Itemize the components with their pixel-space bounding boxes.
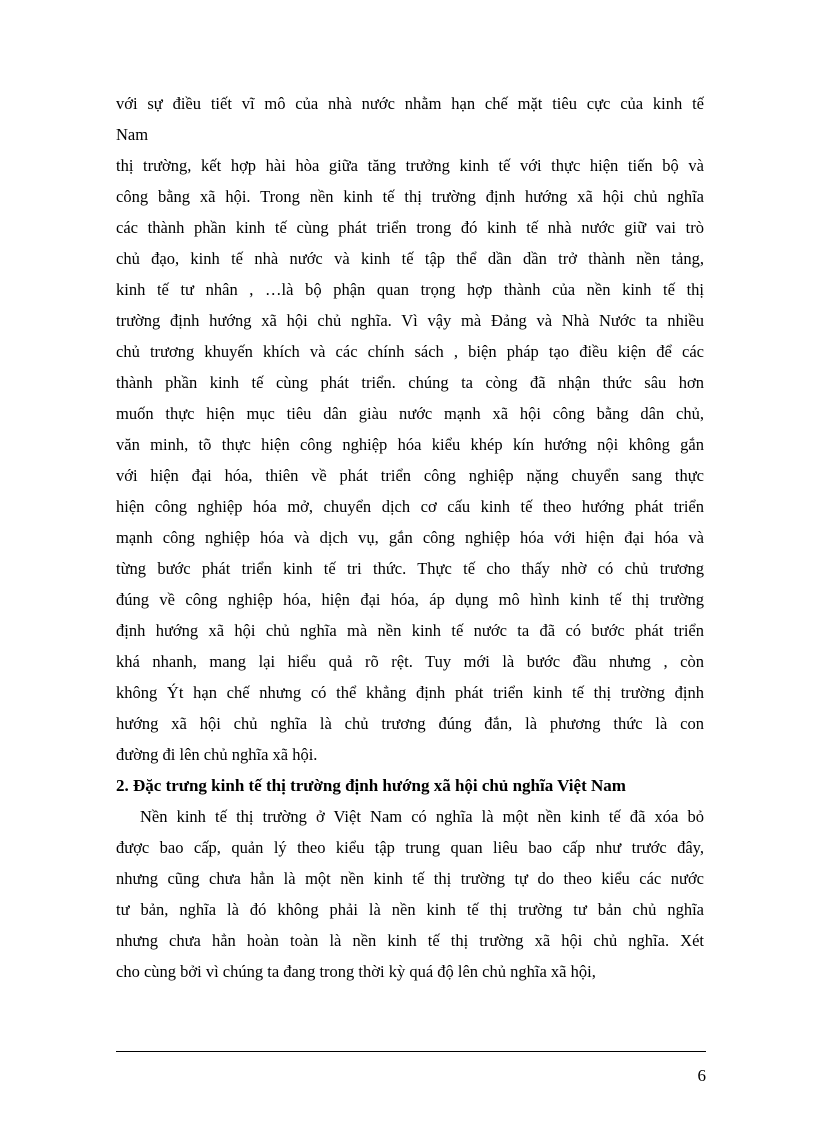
text-line: chủ đạo, kinh tế nhà nước và kinh tế tập thể dần dần trở thành nền tảng, bbox=[116, 249, 704, 268]
text-line: khá nhanh, mang lại hiểu quả rõ rệt. Tuy mới là bước đầu nhưng , còn bbox=[116, 652, 704, 671]
text-line: nhưng chưa hẳn hoàn toàn là nền kinh tế thị trường xã hội chủ nghĩa. Xét bbox=[116, 931, 704, 950]
text-line: Nam bbox=[116, 125, 149, 144]
text-line: thị trường, kết hợp hài hòa giữa tăng trưởng kinh tế với thực hiện tiến bộ và bbox=[116, 156, 704, 175]
text-line: kinh tế tư nhân , …là bộ phận quan trọng hợp thành của nền kinh tế thị bbox=[116, 280, 704, 299]
text-line: các thành phần kinh tế cùng phát triển trong đó kinh tế nhà nước giữ vai trò bbox=[116, 218, 704, 237]
text-line: chủ trương khuyến khích và các chính sách , biện pháp tạo điều kiện để các bbox=[116, 342, 704, 361]
text-line: hướng xã hội chủ nghĩa là chủ trương đúng đắn, là phương thức là con bbox=[116, 714, 704, 733]
text-line: mạnh công nghiệp hóa và dịch vụ, gắn công nghiệp hóa với hiện đại hóa và bbox=[116, 528, 704, 547]
text-line: hiện công nghiệp hóa mở, chuyển dịch cơ cấu kinh tế theo hướng phát triển bbox=[116, 497, 704, 516]
text-line: nhưng cũng chưa hẳn là một nền kinh tế thị trường tự do theo kiểu các nước bbox=[116, 869, 704, 888]
text-line: trường định hướng xã hội chủ nghĩa. Vì vậy mà Đảng và Nhà Nước ta nhiều bbox=[116, 311, 704, 330]
body-text bbox=[116, 88, 704, 987]
text-line: định hướng xã hội chủ nghĩa mà nền kinh tế nước ta đã có bước phát triển bbox=[116, 621, 704, 640]
text-line: với sự điều tiết vĩ mô của nhà nước nhằm hạn chế mặt tiêu cực của kinh tế bbox=[116, 94, 704, 113]
text-line: văn minh, tõ thực hiện công nghiệp hóa kiểu khép kín hướng nội không gắn bbox=[116, 435, 704, 454]
text-line: thành phần kinh tế cùng phát triển. chúng ta còng đã nhận thức sâu hơn bbox=[116, 373, 704, 392]
text-line: tư bản, nghĩa là đó không phải là nền kinh tế thị trường tư bản chủ nghĩa bbox=[116, 900, 704, 919]
text-line: muốn thực hiện mục tiêu dân giàu nước mạnh xã hội công bằng dân chủ, bbox=[116, 404, 704, 423]
text-line: Nền kinh tế thị trường ở Việt Nam có nghĩa là một nền kinh tế đã xóa bỏ bbox=[140, 807, 704, 826]
text-line: từng bước phát triển kinh tế tri thức. Thực tế cho thấy nhờ có chủ trương bbox=[116, 559, 704, 578]
page-number: 6 bbox=[697, 1066, 706, 1085]
text-line: công bằng xã hội. Trong nền kinh tế thị trường định hướng xã hội chủ nghĩa bbox=[116, 187, 704, 206]
text-line: đường đi lên chủ nghĩa xã hội. bbox=[116, 745, 318, 764]
text-line: đúng về công nghiệp hóa, hiện đại hóa, áp dụng mô hình kinh tế thị trường bbox=[116, 590, 704, 609]
text-line: với hiện đại hóa, thiên về phát triển công nghiệp nặng chuyển sang thực bbox=[116, 466, 704, 485]
text-line: không Ýt hạn chế nhưng có thể khẳng định phát triển kinh tế thị trường định bbox=[116, 683, 704, 702]
text-line: cho cùng bởi vì chúng ta đang trong thời kỳ quá độ lên chủ nghĩa xã hội, bbox=[116, 962, 596, 981]
section-heading: 2. Đặc trưng kinh tế thị trường định hướng xã hội chủ nghĩa Việt Nam bbox=[116, 776, 626, 795]
footer-divider bbox=[116, 1051, 706, 1052]
text-line: được bao cấp, quản lý theo kiểu tập trung quan liêu bao cấp như trước đây, bbox=[116, 838, 704, 857]
